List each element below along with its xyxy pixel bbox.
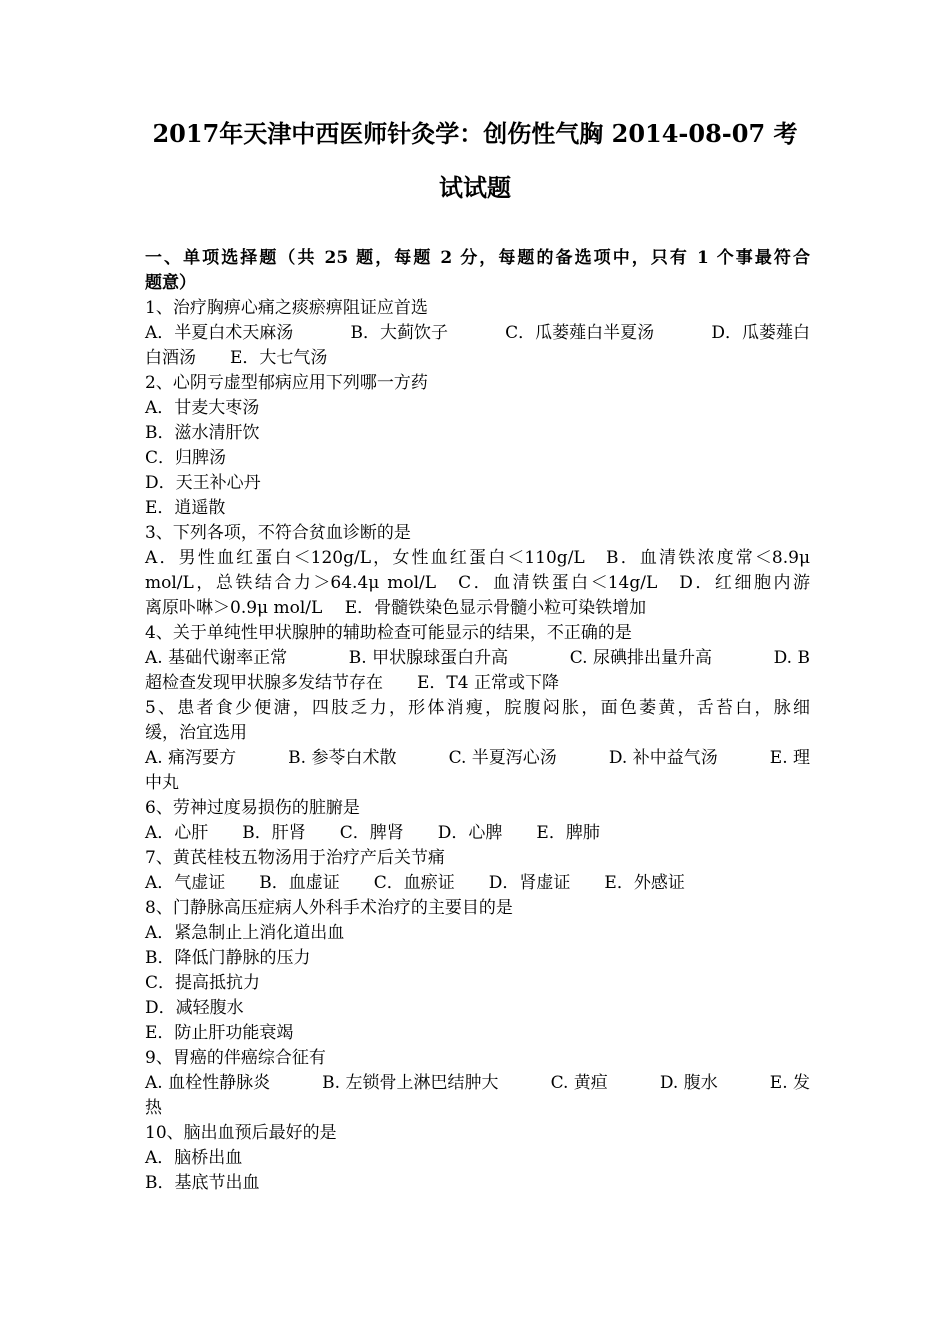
question-4-option-a: A. 基础代谢率正常 (145, 648, 288, 668)
question-4-stem: 4、关于单纯性甲状腺肿的辅助检查可能显示的结果，不正确的是 (145, 623, 632, 643)
document-title-line-1: 2017年天津中西医师针灸学：创伤性气胸 2014-08-07 考 (152, 119, 798, 148)
question-5-option-c: C. 半夏泻心汤 (448, 748, 557, 768)
question-8-option-b: B．降低门静脉的压力 (145, 948, 311, 968)
question-2-stem: 2、心阴亏虚型郁病应用下列哪一方药 (145, 373, 428, 393)
question-9-options-row-2: 热 (145, 1098, 162, 1118)
question-1-option-d: D．瓜蒌薤白 (711, 323, 810, 343)
question-5-options-row-1 (145, 746, 810, 771)
question-8-option-a: A．紧急制止上消化道出血 (145, 923, 345, 943)
question-1-option-a: A．半夏白术天麻汤 (145, 323, 294, 343)
question-8-stem: 8、门静脉高压症病人外科手术治疗的主要目的是 (145, 898, 513, 918)
question-1-option-c: C．瓜蒌薤白半夏汤 (505, 323, 655, 343)
question-3-options-line-3: 离原卟啉＞0.9μ mol/L E．骨髓铁染色显示骨髓小粒可染铁增加 (145, 598, 647, 618)
question-3-stem: 3、下列各项，不符合贫血诊断的是 (145, 523, 411, 543)
question-4-option-b: B. 甲状腺球蛋白升高 (348, 648, 509, 668)
question-6-stem: 6、劳神过度易损伤的脏腑是 (145, 798, 360, 818)
question-5-stem-line-2: 缓，治宜选用 (145, 723, 247, 743)
section-heading-line-1: 一、单项选择题（共 25 题，每题 2 分，每题的备选项中，只有 1 个事最符合 (145, 248, 810, 268)
question-9-options-row-1 (145, 1071, 810, 1096)
question-2-option-b: B．滋水清肝饮 (145, 423, 260, 443)
question-5-option-d: D. 补中益气汤 (608, 748, 718, 768)
question-5-options-row-2: 中丸 (145, 773, 179, 793)
question-1-options-row-1 (145, 321, 810, 346)
question-5-option-a: A. 痛泻要方 (145, 748, 237, 768)
question-7-options: A．气虚证 B．血虚证 C．血瘀证 D．肾虚证 E．外感证 (145, 873, 685, 893)
question-2-option-e: E．逍遥散 (145, 498, 226, 518)
question-3-options-line-1: A．男性血红蛋白＜120g/L，女性血红蛋白＜110g/L B．血清铁浓度常＜8.9μ (145, 548, 810, 568)
question-4-option-c: C. 尿碘排出量升高 (569, 648, 712, 668)
document-body (145, 246, 810, 1196)
question-5-option-b: B. 参苓白术散 (288, 748, 397, 768)
question-2-option-c: C．归脾汤 (145, 448, 227, 468)
question-4-options-row-2: 超检查发现甲状腺多发结节存在 E．T4 正常或下降 (145, 673, 559, 693)
question-7-stem: 7、黄芪桂枝五物汤用于治疗产后关节痛 (145, 848, 445, 868)
question-9-option-e: E. 发 (769, 1073, 810, 1093)
question-9-option-b: B. 左锁骨上淋巴结肿大 (322, 1073, 499, 1093)
section-heading-line-2: 题意） (145, 273, 196, 293)
question-2-option-d: D．天王补心丹 (145, 473, 261, 493)
question-1-option-b: B．大蓟饮子 (350, 323, 448, 343)
question-10-stem: 10、脑出血预后最好的是 (145, 1123, 337, 1143)
question-5-option-e: E. 理 (769, 748, 810, 768)
question-9-option-a: A. 血栓性静脉炎 (145, 1073, 271, 1093)
question-8-option-d: D．减轻腹水 (145, 998, 244, 1018)
question-2-option-a: A．甘麦大枣汤 (145, 398, 260, 418)
document-title-line-2: 试试题 (439, 173, 511, 202)
question-8-option-e: E．防止肝功能衰竭 (145, 1023, 294, 1043)
question-8-option-c: C．提高抵抗力 (145, 973, 261, 993)
question-9-option-c: C. 黄疸 (550, 1073, 608, 1093)
question-4-options-row-1 (145, 646, 810, 671)
question-1-options-row-2: 白酒汤 E．大七气汤 (145, 348, 328, 368)
question-1-stem: 1、治疗胸痹心痛之痰瘀痹阻证应首选 (145, 298, 428, 318)
question-10-option-b: B．基底节出血 (145, 1173, 260, 1193)
question-9-stem: 9、胃癌的伴癌综合征有 (145, 1048, 326, 1068)
question-9-option-d: D. 腹水 (659, 1073, 718, 1093)
question-5-stem-line-1: 5、患者食少便溏，四肢乏力，形体消瘦，脘腹闷胀，面色萎黄，舌苔白，脉细 (145, 698, 810, 718)
question-4-option-d: D. B (773, 648, 810, 668)
question-3-options-line-2: mol/L，总铁结合力＞64.4μ mol/L C．血清铁蛋白＜14g/L D．红细胞内游 (145, 573, 810, 593)
question-10-option-a: A．脑桥出血 (145, 1148, 243, 1168)
question-6-options: A．心肝 B．肝肾 C．脾肾 D．心脾 E．脾肺 (145, 823, 600, 843)
